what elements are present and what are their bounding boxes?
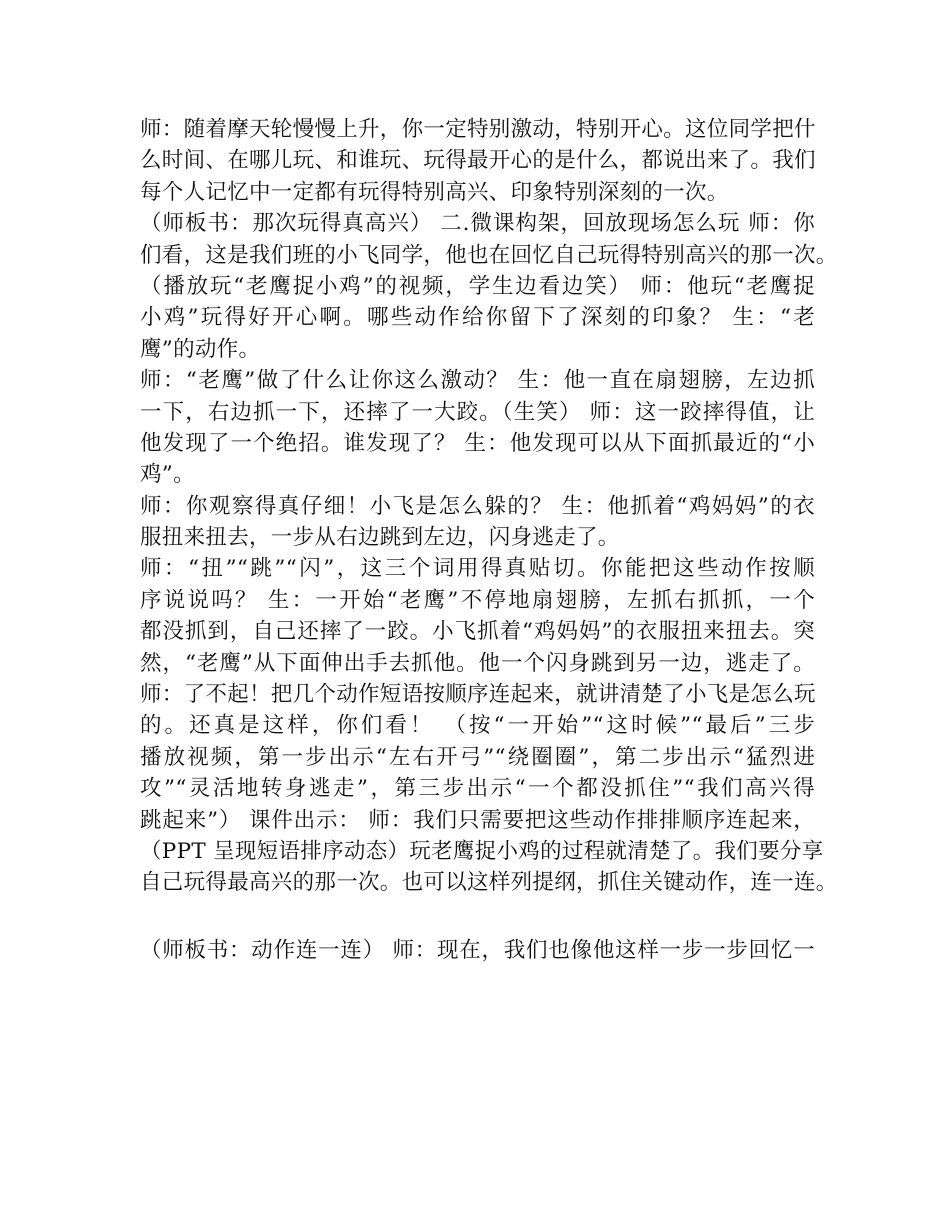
text-line: （师板书：那次玩得真高兴） 二.微课构架，回放现场怎么玩 师：你 — [140, 211, 815, 237]
text-line: （播放玩“老鹰捉小鸡”的视频，学生边看边笑） 师：他玩“老鹰捉 — [140, 273, 815, 299]
text-line: 师：你观察得真仔细！小飞是怎么躲的？ 生：他抓着“鸡妈妈”的衣 — [140, 493, 815, 519]
text-line: 跳起来”） 课件出示： 师：我们只需要把这些动作排排顺序连起来， — [140, 807, 815, 833]
text-line: 师：了不起！把几个动作短语按顺序连起来，就讲清楚了小飞是怎么玩 — [140, 682, 816, 708]
text-line: 一下，右边抓一下，还摔了一大跤。（生笑） 师：这一跤摔得值，让 — [140, 399, 815, 425]
text-line: 序说说吗？ 生：一开始“老鹰”不停地扇翅膀，左抓右抓抓，一个 — [140, 587, 815, 613]
paragraph-gap — [140, 899, 815, 935]
text-line: （PPT 呈现短语排序动态）玩老鹰捉小鸡的过程就清楚了。我们要分享 — [140, 838, 824, 864]
text-line: 自己玩得最高兴的那一次。也可以这样列提纲，抓住关键动作，连一连。 — [140, 870, 838, 896]
text-line: 们看，这是我们班的小飞同学，他也在回忆自己玩得特别高兴的那一次。 — [140, 242, 838, 268]
text-line: 师：“扭”“跳”“闪”，这三个词用得真贴切。你能把这些动作按顺 — [140, 556, 815, 582]
text-line: 他发现了一个绝招。谁发现了？ 生：他发现可以从下面抓最近的“小 — [140, 430, 815, 456]
text-line: 师：“老鹰”做了什么让你这么激动？ 生：他一直在扇翅膀，左边抓 — [140, 368, 815, 394]
text-line: 小鸡”玩得好开心啊。哪些动作给你留下了深刻的印象？ 生：“老 — [140, 305, 815, 331]
document-body — [140, 114, 838, 966]
text-line: 每个人记忆中一定都有玩得特别高兴、印象特别深刻的一次。 — [140, 179, 729, 205]
text-line: 攻”“灵活地转身逃走”，第三步出示“一个都没抓住”“我们高兴得 — [140, 776, 815, 802]
text-line: 服扭来扭去，一步从右边跳到左边，闪身逃走了。 — [140, 525, 620, 551]
text-line: 的。还真是这样，你们看！ （按“一开始”“这时候”“最后”三步 — [140, 713, 815, 739]
text-line: 鹰”的动作。 — [140, 336, 261, 362]
text-line: 么时间、在哪儿玩、和谁玩、玩得最开心的是什么，都说出来了。我们 — [140, 148, 816, 174]
text-line: 播放视频，第一步出示“左右开弓”“绕圈圈”，第二步出示“猛烈进 — [140, 744, 815, 770]
text-line: 然，“老鹰”从下面伸出手去抓他。他一个闪身跳到另一边，逃走了。 — [140, 650, 815, 676]
text-line: （师板书：动作连一连） 师：现在，我们也像他这样一步一步回忆一 — [140, 937, 815, 963]
document-page — [140, 114, 838, 966]
text-line: 都没抓到，自己还摔了一跤。小飞抓着“鸡妈妈”的衣服扭来扭去。突 — [140, 619, 815, 645]
text-line: 鸡”。 — [140, 462, 195, 488]
text-line: 师：随着摩天轮慢慢上升，你一定特别激动，特别开心。这位同学把什 — [140, 117, 816, 142]
